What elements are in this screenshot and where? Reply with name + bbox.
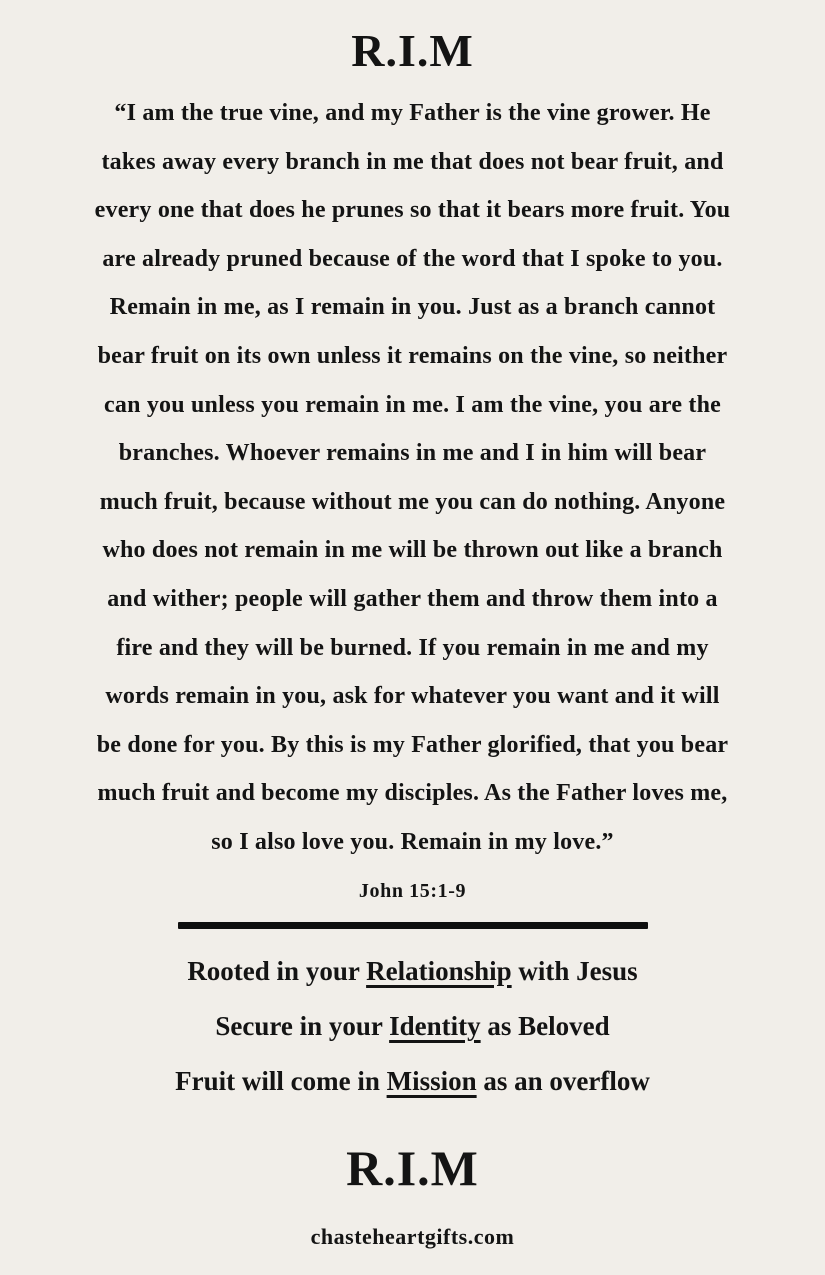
statement-relationship — [0, 944, 825, 999]
statement-mission — [0, 1054, 825, 1109]
quote-line: “I am the true vine, and my Father is the vine grower. He — [114, 100, 711, 126]
statement-keyword: Identity — [389, 1011, 481, 1042]
divider-bar — [178, 922, 648, 929]
quote-line: can you unless you remain in me. I am the vine, you are the — [104, 391, 721, 418]
quote-line: much fruit and become my disciples. As the Father loves me, — [97, 780, 728, 807]
quote-line: much fruit, because without me you can do nothing. Anyone — [99, 488, 726, 515]
quote-line: takes away every branch in me that does not bear fruit, and — [101, 148, 724, 175]
acronym-title: R.I.M — [346, 1140, 479, 1197]
quote-line: every one that does he prunes so that it bears more fruit. You — [94, 197, 731, 224]
scripture-quote — [0, 89, 825, 915]
statement-prefix: Secure in your — [215, 1011, 390, 1042]
quote-line: words remain in you, ask for whatever you want and it will — [105, 683, 720, 710]
quote-line: be done for you. By this is my Father glorified, that you bear — [96, 731, 729, 758]
page-title: R.I.M — [351, 25, 474, 76]
quote-line: bear fruit on its own unless it remains on the vine, so neither — [97, 342, 728, 369]
quote-line: branches. Whoever remains in me and I in him will bear — [118, 440, 707, 467]
statement-suffix: with Jesus — [511, 956, 638, 987]
statement-keyword: Mission — [386, 1066, 477, 1097]
statement-suffix: as an overflow — [476, 1066, 650, 1097]
statement-keyword: Relationship — [366, 956, 512, 987]
scripture-reference: John 15:1-9 — [358, 879, 467, 902]
statements-list — [0, 944, 825, 1109]
statement-identity — [0, 999, 825, 1054]
website-url: chasteheartgifts.com — [310, 1224, 515, 1250]
quote-line: and wither; people will gather them and throw them into a — [107, 585, 718, 612]
quote-line: Remain in me, as I remain in you. Just as a branch cannot — [109, 294, 716, 321]
quote-line: are already pruned because of the word that I spoke to you. — [102, 245, 723, 272]
quote-line: so I also love you. Remain in my love.” — [211, 828, 614, 855]
statement-prefix: Fruit will come in — [175, 1066, 387, 1097]
quote-line: fire and they will be burned. If you remain in me and my — [116, 634, 709, 661]
statement-prefix: Rooted in your — [187, 956, 367, 987]
statement-suffix: as Beloved — [480, 1011, 610, 1042]
quote-line: who does not remain in me will be thrown out like a branch — [102, 537, 723, 564]
